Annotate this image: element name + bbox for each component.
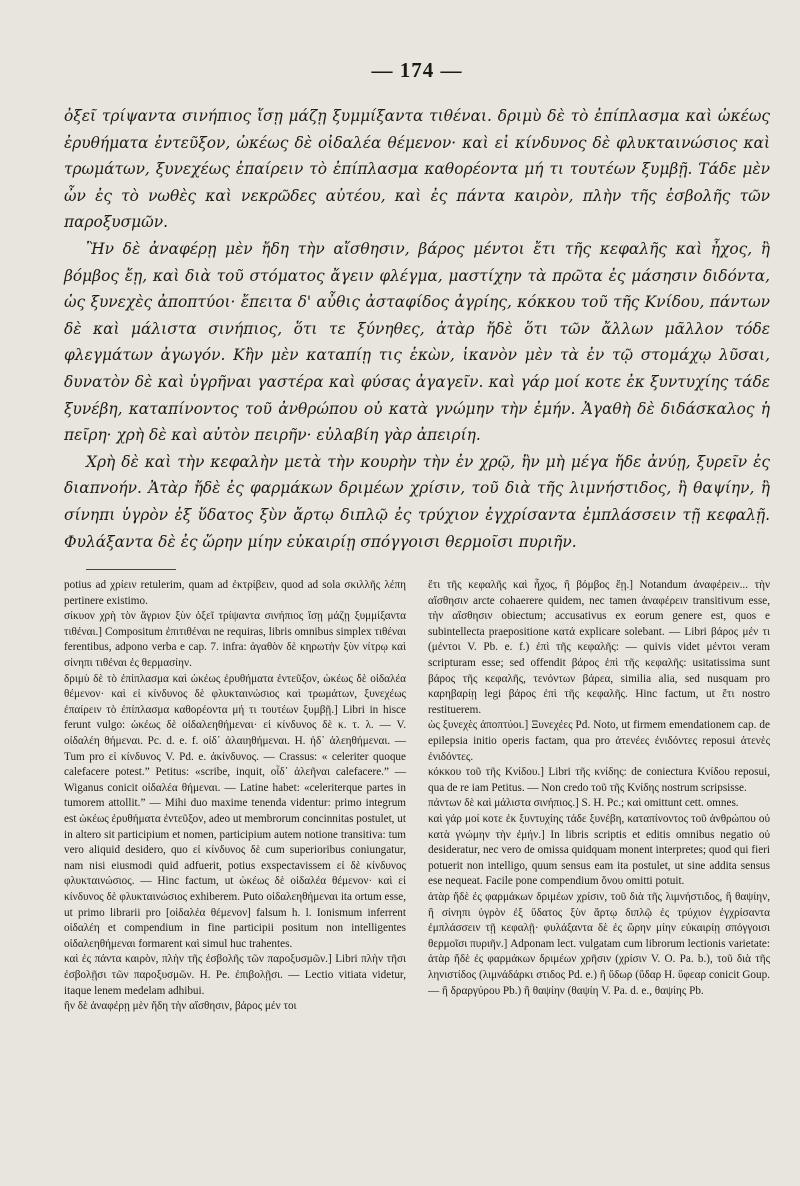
footnote: δριμὺ δὲ τὸ ἐπίπλασμα καὶ ὠκέως ἐρυθήματα ἐντεῦξον, ὠκέως δὲ οἰδαλέα θέμενον· καὶ εἰ κίνδυνος δὲ φλυκταινώσιος καὶ τρωμάτων, ξυνεχέως ἐπαίρειν τὸ ἐπίπλασμα καθορέοντα μή τι τουτέων ξυμβῇ.] Libri in hisce ferunt vulgo: ὠκέως δὲ οἰδαλεηθήμεναι· εἰ κίνδυνος δὲ κ. τ. λ. — V. οἰδαλέη θήμεναι. Pc. d. e. f. οἰδ᾽ ἀλαιηθήμεναι. H. ἠδ᾽ ἀλεηθήμεναι. — Tum pro εἰ κίνδυνος V. Pd. e. ἀκίνδυνος. — Crassus: « celeriter quoque calefacere potest.” Petitus: «scribe, inquit, οἶδ᾽ ἀλεῆναι calefacere.” — Wiganus conicit οἰδαλέα θήμεναι. — Latine habet: «celeriterque partes in tumorem attollit.” — Mihi duo maxime tenenda videntur: primo integrum est ὠκέως ἐρυθήματα ἐντεῦξον, adeo ut membrorum concinnitas postulet, ut in altero sit participium et nomen, participium autem notione transitiva: tum vero aliquid desidero, quo εἰ κίνδυνος δὲ cum superioribus coniungatur, nam nisi eiusmodi quid adfuerit, potius exspectavissem εἰ δὲ κίνδυνος φλυκταινώσιος. — Hinc factum, ut ὠκέως δὲ οἰδαλέα θέμενον· καὶ εἰ κίνδυνος δὲ φλυκταινώσιος exhiberem. Puto οἰδαλεηθήμεναι ita ortum esse, ut primo librarii pro [οἰδαλέα θέμενον] falsum h. l. Ionismum inferrent οἰδαλέη et compendium in fine participii positum non intelligentes οἰδαλεηθήμεναι formarent καὶ simul huc trahentes. <box>64 672 406 950</box>
footnote: ἀτὰρ ἤδὲ ἐς φαρμάκων δριμέων χρίσιν, τοῦ διὰ τῆς λιμνήστιδος, ἢ θαψίην, ἢ σίνηπι ὑγρὸν ἐξ ὕδατος ξὺν ἄρτῳ διπλῷ ἐς τρύχιον ἐγχρίσαντα ἐμπλάσσειν τῇ κεφαλῇ· φυλάξαντα δὲ ἐς ὥρην μίην εὐκαιρίῃ σπόγγοισι θερμοῖσι πυριῆν.] Adponam lect. vulgatam cum librorum lectionis varietate: ἀτὰρ ἤδὲ ἐς φαρμάκων δριμέων χρῆσιν (χρίσιν V. O. Pa. b.), τοῦ διὰ τῆς ληνιστίδος (λιμνάδάρκι στιδος Pd. e.) ἢ ὕδωρ (ὕδαρ H. ὕφεαρ conicit Goup. — ἢ δραργύρου Pb.) ἢ θαψίην (θαψίη V. Pa. d. e., θαψίης Pb. <box>428 890 770 997</box>
footnotes-right-column <box>428 578 770 1015</box>
footnote: κόκκου τοῦ τῆς Κνίδου.] Libri τῆς κνίδης: de coniectura Κνίδου reposui, qua de re iam Petitus. — Non credo τοῦ τῆς Κνίδης nostrum scripsisse. <box>428 766 770 794</box>
footnotes <box>64 578 770 1015</box>
footnote: ἔτι τῆς κεφαλῆς καὶ ἦχος, ἢ βόμβος ἔῃ.] Notandum ἀναφέρειν... τὴν αἴσθησιν arcte cohaerere quidem, nec tamen ἀναφέρειν transitivum esse, τὴν αἴσθησιν obiectum; accusativus ex eorum genere est, quos e subintellecta praepositione κατά explicare solebant. — Libri βάρος μέν τι (μέντοι V. Pb. e. f.) ἐπὶ τῆς κεφαλῆς: — quivis videt μέντοι veram scripturam esse; sed offendit βάρος ἐπὶ τῆς κεφαλῆς: usitatissima sunt βάρος τῆς κεφαλῆς, τενόντων βάρεα, similia alia, sed nusquam pro καρηβαρίῃ legi βάρος ἐπὶ τῆς κεφαλῆς. Hinc factum, ut ἔτι nostro restituerem. <box>428 579 770 716</box>
page-number: — 174 — <box>371 58 463 82</box>
footnote: potius ad χρίειν retulerim, quam ad ἐκτρίβειν, quod ad sola σκιλλῆς λέπη pertinere existimo. <box>64 579 406 607</box>
footnote: καὶ γάρ μοί κοτε ἐκ ξυντυχίης τάδε ξυνέβη, καταπίνοντος τοῦ ἀνθρώπου οὐ κατὰ γνώμην τὴν ἐμήν.] In libris scriptis et editis omnibus negatio οὐ desideratur, nec vero de omissa quidquam monent interpretes; quod qui fieri potuerit non intelligo, quum sensus eam ita postulet, ut sine addita sensus ese nequeat. Facile pone compendium ὅνου omitti potuit. <box>428 813 770 888</box>
footnote: ἢν δὲ ἀναφέρῃ μὲν ἤδη τὴν αἴσθησιν, βάρος μέν τοι <box>64 1000 297 1013</box>
footnote: σίκυον χρὴ τὸν ἄγριον ξὺν ὀξεῖ τρίψαντα σινήπιος ἴσῃ μάζῃ ξυμμίξαντα τιθέναι.] Compositum ἐπιτιθέναι ne requiras, libris omnibus simplex τιθέναι ferentibus, adpono verba e cap. 7. infra: ἀγαθὸν δὲ κηρωτὴν ξὺν νίτρῳ καὶ σίνηπι τιθέναι ἐς θερμασίην. <box>64 610 406 670</box>
footnote: πάντων δὲ καὶ μάλιστα σινήπιος.] S. H. Pc.; καὶ omittunt cett. omnes. <box>428 797 739 810</box>
main-text <box>64 103 770 555</box>
paragraph: Χρὴ δὲ καὶ τὴν κεφαλὴν μετὰ τὴν κουρὴν τὴν ἐν χρῷ, ἢν μὴ μέγα ἤδε ἀνύῃ, ξυρεῖν ἐς διαπνοήν. Ἀτὰρ ἤδὲ ἐς φαρμάκων δριμέων χρίσιν, τοῦ διὰ τῆς λιμνήστιδος, ἢ θαψίην, ἢ σίνηπι ὑγρὸν ἐξ ὕδατος ξὺν ἄρτῳ διπλῷ ἐς τρύχιον ἐγχρίσαντα ἐμπλάσσειν τῇ κεφαλῇ. Φυλάξαντα δὲ ἐς ὥρην μίην εὐκαιρίῃ σπόγγοισι θερμοῖσι πυριῆν. <box>64 452 770 551</box>
footnote-rule <box>86 569 176 570</box>
footnote: καὶ ἐς πάντα καιρὸν, πλὴν τῆς ἐσβολῆς τῶν παροξυσμῶν.] Libri πλὴν τῆσι ἐσβολῇσι τῶν παροξυσμῶν. H. Pe. ἐπιβολῇσι. — Lectio vitiata videtur, itaque lenem medelam adhibui. <box>64 953 406 997</box>
footnotes-left-column <box>64 578 406 1015</box>
footnote: ὡς ξυνεχὲς ἀποπτύοι.] Ξυνεχέες Pd. Noto, ut firmem emendationem cap. de epilepsia initio operis factam, qua pro ἀτενέες ἐνιδόντες reposui ἀτενὲς ἐνιδόντες. <box>428 719 770 763</box>
paragraph: ὀξεῖ τρίψαντα σινήπιος ἴσῃ μάζῃ ξυμμίξαντα τιθέναι. δριμὺ δὲ τὸ ἐπίπλασμα καὶ ὠκέως ἐρυθήματα ἐντεῦξον, ὠκέως δὲ οἰδαλέα θέμενον· καὶ εἰ κίνδυνος δὲ φλυκταινώσιος καὶ τρωμάτων, ξυνεχέως ἐπαίρειν τὸ ἐπίπλασμα καθορέοντα μή τι τουτέων ξυμβῇ. Τάδε μὲν ὦν ἐς τὸ νωθὲς καὶ νεκρῶδες αὐτέου, καὶ ἐς πάντα καιρὸν, πλὴν τῆς ἐσβολῆς τῶν παροξυσμῶν. <box>64 107 770 232</box>
paragraph: Ἢν δὲ ἀναφέρῃ μὲν ἤδη τὴν αἴσθησιν, βάρος μέντοι ἔτι τῆς κεφαλῆς καὶ ἦχος, ἢ βόμβος ἔῃ, καὶ διὰ τοῦ στόματος ἄγειν φλέγμα, μαστίχην τὰ πρῶτα ἐς μάσησιν διδόντα, ὡς ξυνεχὲς ἀποπτύοι· ἔπειτα δ' αὖθις ἀσταφίδος ἀγρίης, κόκκου τοῦ τῆς Κνίδου, πάντων δὲ καὶ μάλιστα σινήπιος, ὅτι τε ξύνηθες, ἀτὰρ ἤδὲ ὅτι τῶν ἄλλων μᾶλλον τόδε φλεγμάτων ἀγωγόν. Κἢν μὲν καταπίῃ τις ἑκὼν, ἱκανὸν μὲν τὰ ἐν τῷ στομάχῳ λῦσαι, δυνατὸν δὲ καὶ ὑγρῆναι γαστέρα καὶ φύσας ἀγαγεῖν. καὶ γάρ μοί κοτε ἐκ ξυντυχίης τάδε ξυνέβη, καταπίνοντος τοῦ ἀνθρώπου οὐ κατὰ γνώμην τὴν ἐμήν. Ἀγαθὴ δὲ διδάσκαλος ἡ πεῖρη· χρὴ δὲ καὶ αὐτὸν πειρῆν· εὐλαβίη γὰρ ἀπειρίη. <box>64 239 770 445</box>
